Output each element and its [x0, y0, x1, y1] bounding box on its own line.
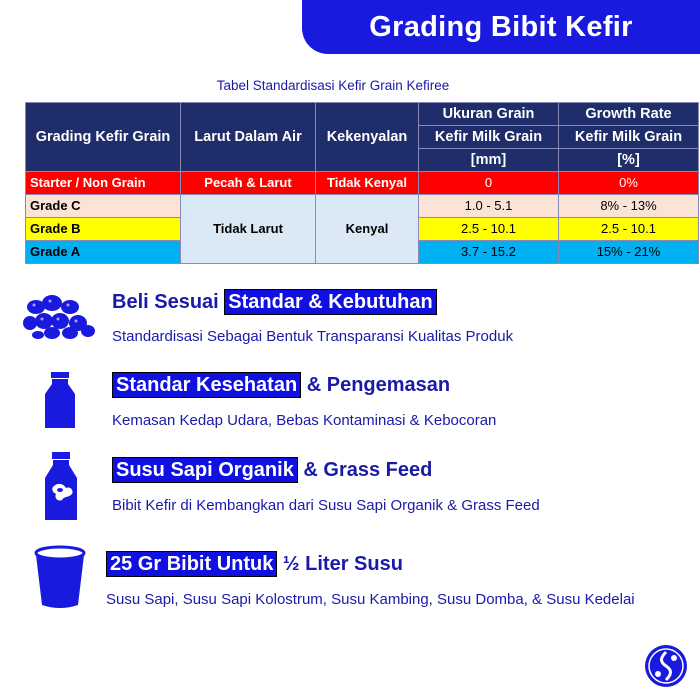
bottle-icon [42, 372, 78, 430]
header-growth-unit: [%] [559, 149, 699, 172]
cell-ukuran: 3.7 - 15.2 [419, 241, 559, 264]
cell-ukuran: 2.5 - 10.1 [419, 218, 559, 241]
header-ukuran-unit: [mm] [419, 149, 559, 172]
feature-heading: 25 Gr Bibit Untuk ½ Liter Susu [106, 553, 403, 576]
cell-ukuran: 1.0 - 5.1 [419, 195, 559, 218]
feature-description: Kemasan Kedap Udara, Bebas Kontaminasi & Kebocoran [112, 412, 497, 429]
cell-grade: Grade C [26, 195, 181, 218]
feature-takaran [0, 545, 700, 615]
table-caption: Tabel Standardisasi Kefir Grain Kefiree [216, 78, 450, 93]
title-banner [302, 0, 700, 54]
feature-heading: Beli Sesuai Standar & Kebutuhan [112, 291, 437, 314]
cell-growth: 0% [559, 172, 699, 195]
grading-table [25, 102, 699, 264]
cell-grade: Starter / Non Grain [26, 172, 181, 195]
feature-heading: Susu Sapi Organik & Grass Feed [112, 459, 432, 482]
header-larut: Larut Dalam Air [181, 103, 316, 172]
feature-description: Bibit Kefir di Kembangkan dari Susu Sapi Organik & Grass Feed [112, 497, 540, 514]
cell-growth: 8% - 13% [559, 195, 699, 218]
feature-standar [0, 285, 700, 345]
page-title: Grading Bibit Kefir [369, 10, 633, 43]
cell-larut-merged: Tidak Larut [181, 195, 316, 264]
feature-description: Susu Sapi, Susu Sapi Kolostrum, Susu Kambing, Susu Domba, & Susu Kedelai [106, 591, 635, 608]
cell-kekenyalan-merged: Kenyal [316, 195, 419, 264]
kefir-grains-icon [22, 293, 96, 339]
cell-growth: 15% - 21% [559, 241, 699, 264]
milk-bottle-cow-icon [40, 452, 84, 522]
header-grading: Grading Kefir Grain [26, 103, 181, 172]
cell-grade: Grade B [26, 218, 181, 241]
cell-kekenyalan: Tidak Kenyal [316, 172, 419, 195]
feature-description: Standardisasi Sebagai Bentuk Transparansi Kualitas Produk [112, 328, 514, 345]
header-ukuran-sub: Kefir Milk Grain [419, 126, 559, 149]
header-kekenyalan: Kekenyalan [316, 103, 419, 172]
glass-icon [32, 545, 88, 609]
kefiree-logo-icon [644, 644, 688, 688]
feature-kesehatan [0, 368, 700, 438]
cell-larut: Pecah & Larut [181, 172, 316, 195]
cell-growth: 2.5 - 10.1 [559, 218, 699, 241]
header-growth: Growth Rate [559, 103, 699, 126]
header-growth-sub: Kefir Milk Grain [559, 126, 699, 149]
header-ukuran: Ukuran Grain [419, 103, 559, 126]
table-row [26, 195, 699, 218]
feature-organik [0, 452, 700, 522]
feature-heading: Standar Kesehatan & Pengemasan [112, 374, 450, 397]
table-row [26, 172, 699, 195]
cell-ukuran: 0 [419, 172, 559, 195]
cell-grade: Grade A [26, 241, 181, 264]
